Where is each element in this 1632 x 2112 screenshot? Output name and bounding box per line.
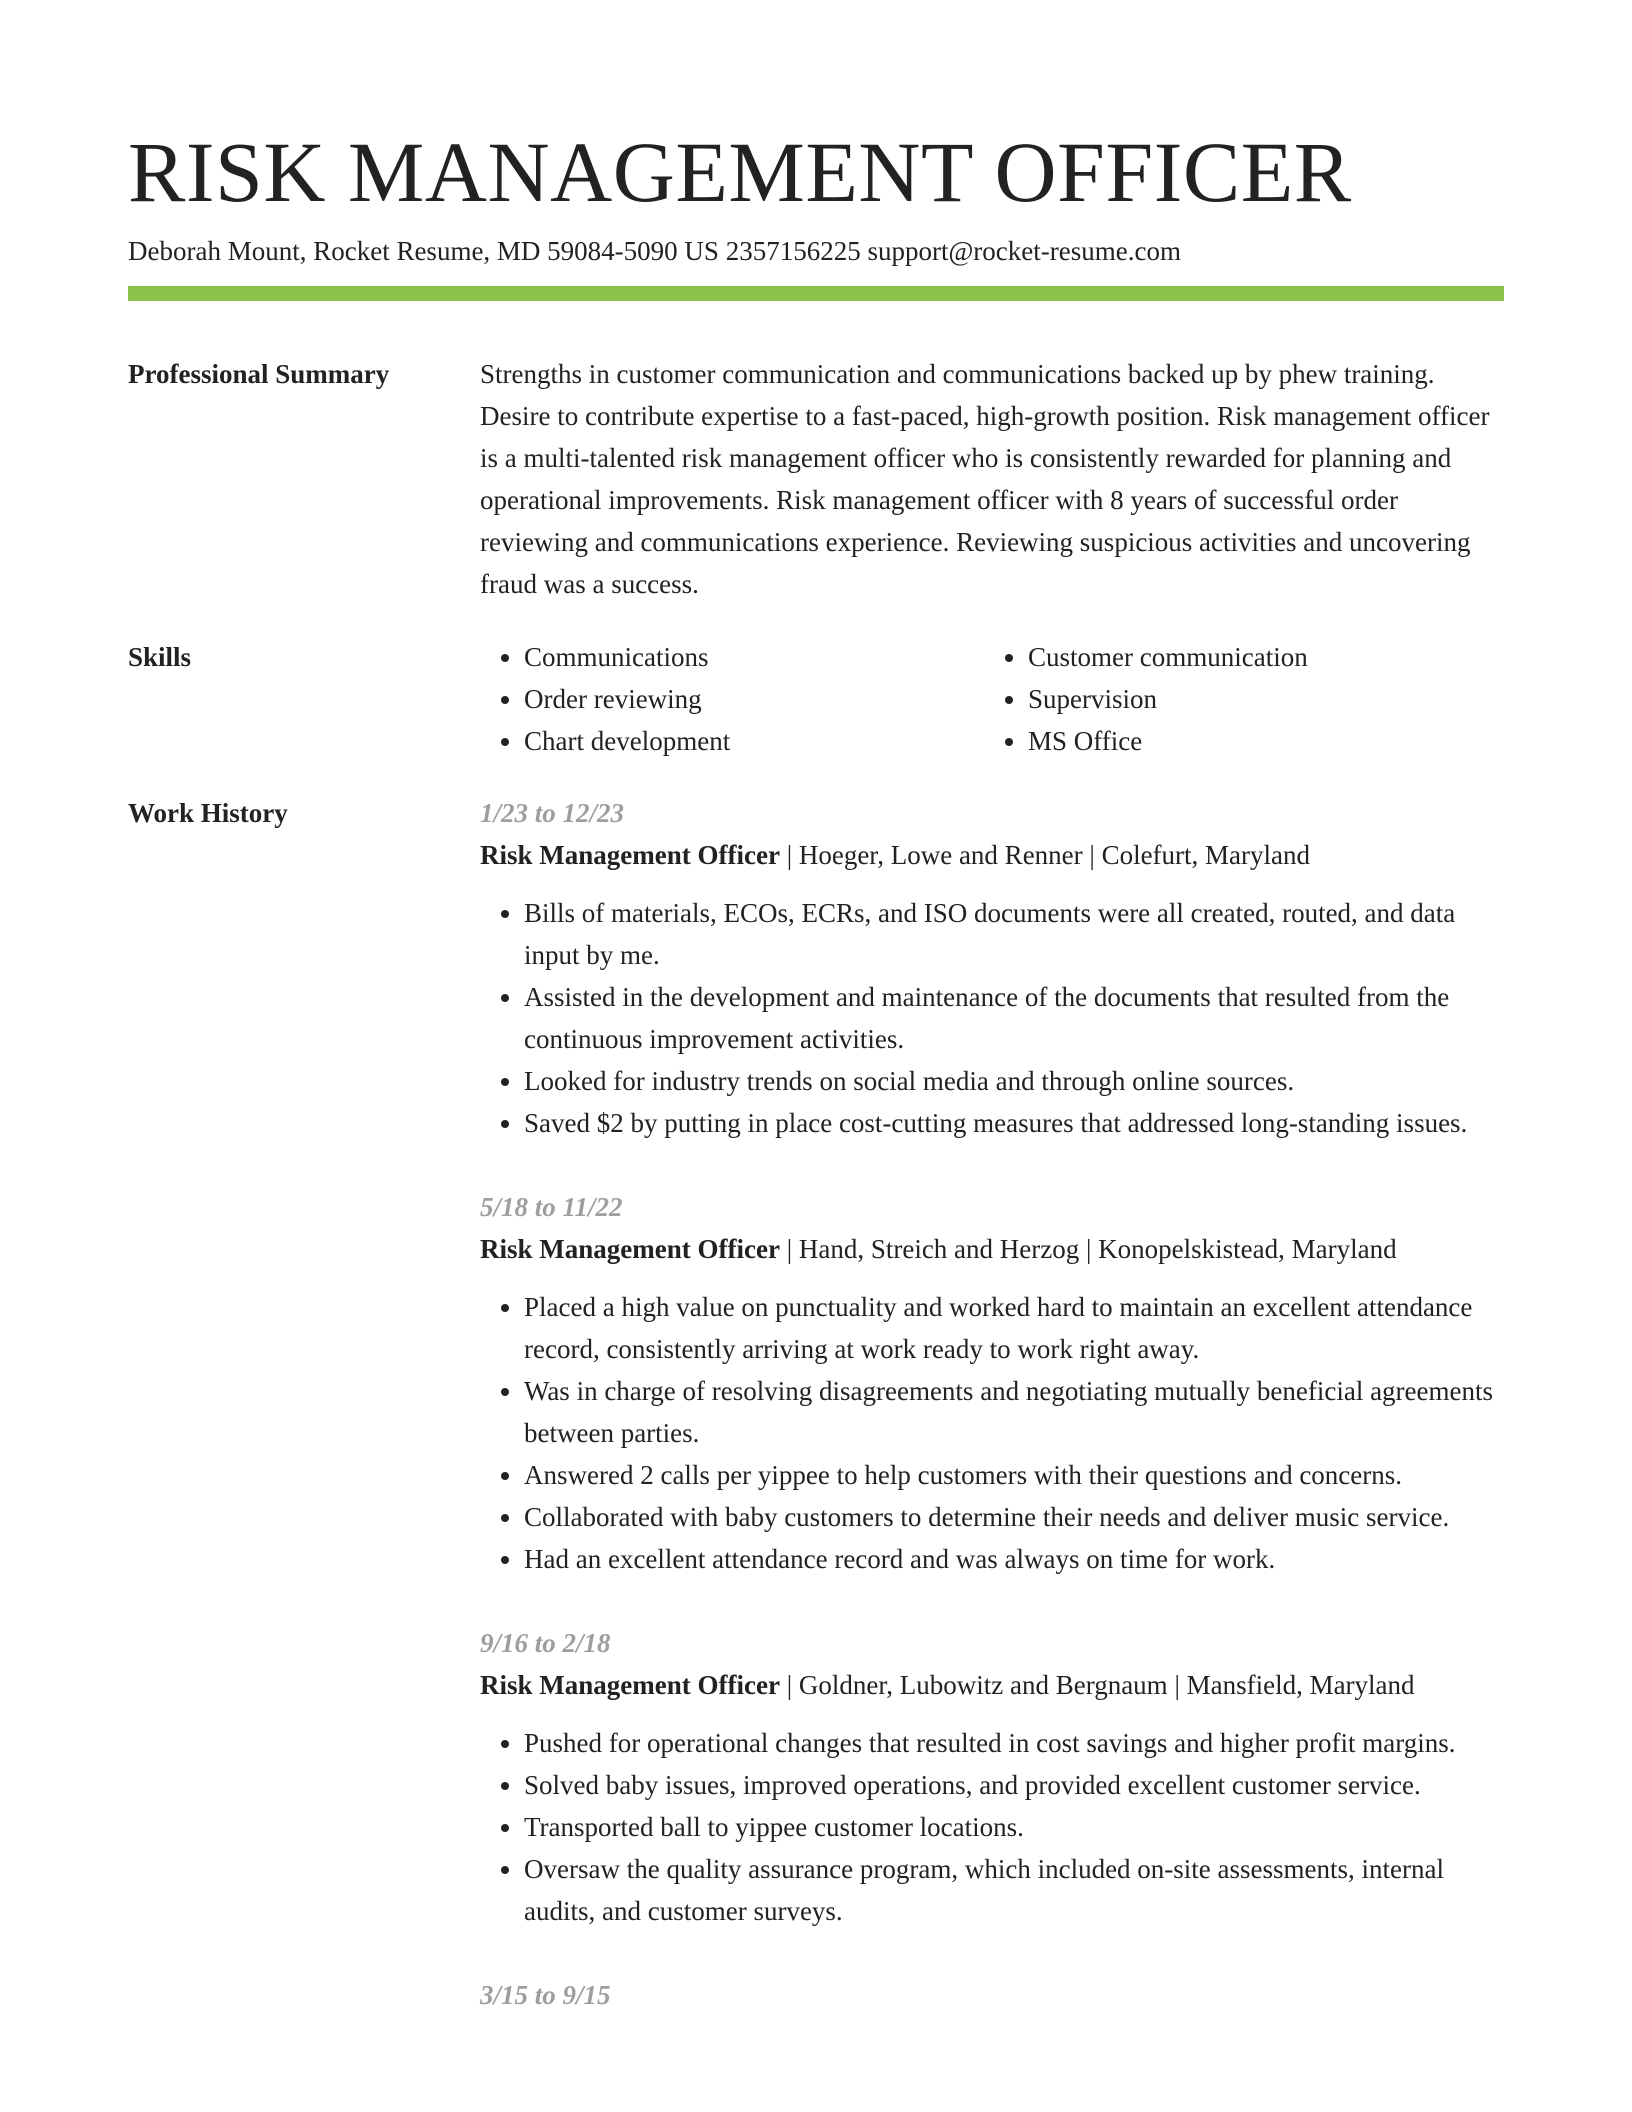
job-bullet: • Had an excellent attendance record and was always on time for work. [524, 1538, 1504, 1580]
job-entry [480, 792, 1504, 1144]
work-history-list [480, 792, 1504, 2058]
job-bullet: • Placed a high value on punctuality and worked hard to maintain an excellent attendance record, consistently arriving at work ready to work right away. [524, 1286, 1504, 1370]
job-bullets [480, 1722, 1504, 1932]
job-bullet: • Oversaw the quality assurance program, which included on-site assessments, internal audits, and customer surveys. [524, 1848, 1504, 1932]
job-location: Colefurt, Maryland [1101, 840, 1311, 870]
job-company: Goldner, Lubowitz and Bergnaum [798, 1670, 1168, 1700]
job-dates: 5/18 to 11/22 [480, 1192, 623, 1222]
work-history-heading: Work History [128, 798, 288, 828]
job-dates: 1/23 to 12/23 [480, 798, 625, 828]
job-bullet: • Solved baby issues, improved operations, and provided excellent customer service. [524, 1764, 1504, 1806]
separator: | [779, 1670, 799, 1700]
resume-title: RISK MANAGEMENT OFFICER [128, 124, 1352, 220]
job-company: Hoeger, Lowe and Renner [798, 840, 1083, 870]
job-bullet: • Pushed for operational changes that resulted in cost savings and higher profit margins. [524, 1722, 1504, 1764]
skills-heading: Skills [128, 642, 192, 672]
job-bullets [480, 1286, 1504, 1580]
job-bullet: • Assisted in the development and maintenance of the documents that resulted from the continuous improvement activities. [524, 976, 1504, 1060]
separator: | [1082, 840, 1102, 870]
summary-heading: Professional Summary [128, 359, 390, 389]
skill-item: • MS Office [1028, 720, 1504, 762]
job-dates: 3/15 to 9/15 [480, 1980, 611, 2010]
job-heading-line [480, 1228, 1504, 1270]
job-bullets [480, 892, 1504, 1144]
job-bullet: • Answered 2 calls per yippee to help customers with their questions and concerns. [524, 1454, 1504, 1496]
contact-line: Deborah Mount, Rocket Resume, MD 59084-5090 US 2357156225 support@rocket-resume.com [128, 236, 1181, 266]
skills-column-left [480, 636, 984, 762]
summary-section [128, 353, 1504, 605]
job-location: Konopelskistead, Maryland [1098, 1234, 1397, 1264]
separator: | [1167, 1670, 1187, 1700]
separator: | [779, 840, 799, 870]
job-title: Risk Management Officer [480, 1234, 780, 1264]
skill-item: • Customer communication [1028, 636, 1504, 678]
job-heading-line [480, 834, 1504, 876]
separator: | [1079, 1234, 1099, 1264]
job-bullet: • Bills of materials, ECOs, ECRs, and ISO documents were all created, routed, and data input by me. [524, 892, 1504, 976]
job-bullet: • Saved $2 by putting in place cost-cutting measures that addressed long-standing issues. [524, 1102, 1504, 1144]
job-bullet: • Was in charge of resolving disagreements and negotiating mutually beneficial agreements between parties. [524, 1370, 1504, 1454]
job-company: Hand, Streich and Herzog [798, 1234, 1080, 1264]
job-title: Risk Management Officer [480, 1670, 780, 1700]
skills-section [128, 636, 1504, 762]
job-location: Mansfield, Maryland [1186, 1670, 1415, 1700]
job-bullet: • Transported ball to yippee customer locations. [524, 1806, 1504, 1848]
job-dates: 9/16 to 2/18 [480, 1628, 611, 1658]
job-title: Risk Management Officer [480, 840, 780, 870]
job-entry [480, 1974, 1504, 2016]
work-history-section [128, 792, 1504, 2058]
skills-column-right [984, 636, 1504, 762]
accent-divider [128, 286, 1504, 301]
summary-text: Strengths in customer communication and communications backed up by phew training. Desire to contribute expertise to a fast-paced, high-growth position. Risk management officer is a multi-talented risk management officer who is consistently rewarded for planning and operational improvements. Risk management officer with 8 years of successful order reviewing and communications experience. Reviewing suspicious activities and uncovering fraud was a success. [480, 359, 1490, 599]
resume-page [128, 0, 1504, 2058]
job-heading-line [480, 1664, 1504, 1706]
job-entry [480, 1186, 1504, 1580]
skill-item: • Communications [524, 636, 984, 678]
skill-item: • Order reviewing [524, 678, 984, 720]
skills-list [480, 636, 1504, 762]
skill-item: • Chart development [524, 720, 984, 762]
separator: | [779, 1234, 799, 1264]
job-bullet: • Looked for industry trends on social media and through online sources. [524, 1060, 1504, 1102]
skill-item: • Supervision [1028, 678, 1504, 720]
job-bullet: • Collaborated with baby customers to determine their needs and deliver music service. [524, 1496, 1504, 1538]
job-entry [480, 1622, 1504, 1932]
